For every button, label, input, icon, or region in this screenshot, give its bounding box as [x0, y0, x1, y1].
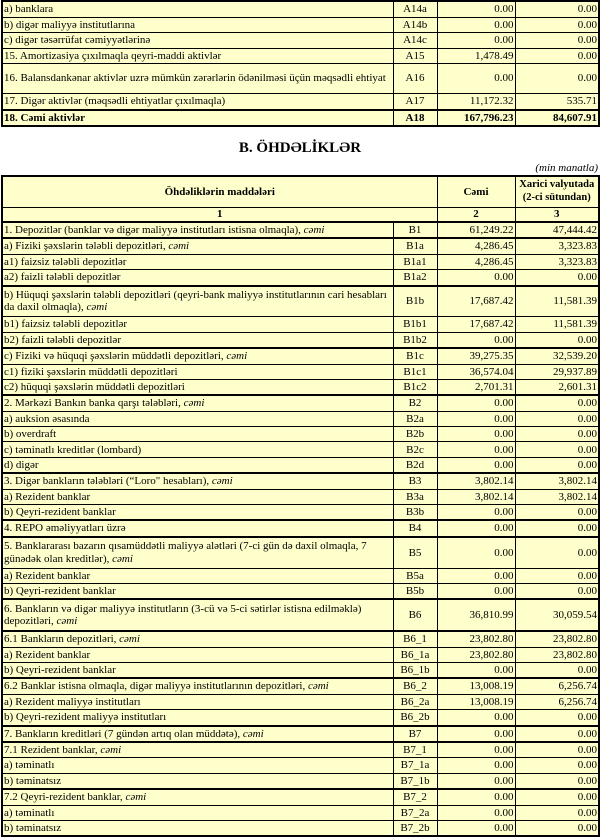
- item-label-cell: b2) faizli tələbli depozitlər: [2, 332, 393, 348]
- row-B5a: [2, 568, 599, 583]
- row-B6_2: [2, 678, 599, 694]
- row-B1a: [2, 238, 599, 254]
- code-cell: B2a: [393, 411, 437, 426]
- total-value-cell: 0.00: [437, 520, 515, 536]
- item-label-cell: 5. Banklararası bazarın qısamüddətli maliyyə alətləri (7-ci gün də daxil olmaqla, 7 günədək olan kreditlər), cəmi: [2, 537, 393, 568]
- total-value-cell: 0.00: [437, 17, 515, 33]
- code-cell: B2c: [393, 442, 437, 457]
- total-value-cell: 0.00: [437, 805, 515, 820]
- row-B7_2b: [2, 820, 599, 836]
- row-B3: [2, 473, 599, 489]
- fx-value-cell: 0.00: [515, 411, 599, 426]
- item-label-cell: a) Rezident maliyyə institutları: [2, 694, 393, 709]
- total-value-cell: 167,796.23: [437, 110, 515, 127]
- row-A17: [2, 94, 599, 110]
- code-cell: A14c: [393, 33, 437, 49]
- cami-italic-suffix: cəmi: [303, 224, 325, 237]
- total-value-cell: 0.00: [437, 742, 515, 758]
- cami-italic-suffix: cəmi: [226, 350, 248, 363]
- code-cell: B6_1a: [393, 647, 437, 662]
- item-label-cell: 16. Balansdankənar aktivlər uzrə mümkün zərərlərin ödənilməsi üçün məqsədli ehtiyat: [2, 64, 393, 94]
- total-value-cell: 0.00: [437, 758, 515, 773]
- fx-header-line2: (2-ci sütundan): [522, 192, 591, 203]
- total-value-cell: 0.00: [437, 64, 515, 94]
- total-value-cell: 11,172.32: [437, 94, 515, 110]
- fx-value-cell: 0.00: [515, 742, 599, 758]
- row-B1b2: [2, 332, 599, 348]
- item-label-cell: 7.2 Qeyri-rezident banklar, cəmi: [2, 789, 393, 805]
- row-B7_1b: [2, 773, 599, 789]
- row-A14a: [2, 1, 599, 17]
- total-value-cell: 3,802.14: [437, 473, 515, 489]
- code-cell: B2: [393, 395, 437, 411]
- row-A14b: [2, 17, 599, 33]
- code-cell: B7_2a: [393, 805, 437, 820]
- code-cell: A18: [393, 110, 437, 127]
- cami-italic-suffix: cəmi: [56, 615, 78, 628]
- row-A14c: [2, 33, 599, 49]
- item-label-cell: a) auksion əsasında: [2, 411, 393, 426]
- cami-italic-suffix: cəmi: [168, 240, 190, 253]
- fx-value-cell: 0.00: [515, 789, 599, 805]
- section-title: B. ÖHDƏLİKLƏR: [238, 140, 362, 156]
- row-B6_1: [2, 631, 599, 647]
- code-cell: B2d: [393, 457, 437, 473]
- assets-table-bottom: [1, 0, 600, 127]
- total-value-cell: 3,802.14: [437, 489, 515, 504]
- item-label-cell: 7. Bankların kreditləri (7 gündən artıq olan müddətə), cəmi: [2, 726, 393, 742]
- row-B1c: [2, 348, 599, 364]
- liabilities-table: [1, 175, 600, 837]
- row-B7_2: [2, 789, 599, 805]
- item-label-cell: 15. Amortizasiya çıxılmaqla qeyri-maddi aktivlər: [2, 48, 393, 64]
- item-label-cell: d) digər: [2, 457, 393, 473]
- row-B6_1a: [2, 647, 599, 662]
- item-label-cell: a) Rezident banklar: [2, 568, 393, 583]
- row-B3b: [2, 505, 599, 521]
- total-value-cell: 4,286.45: [437, 238, 515, 254]
- code-cell: B1b2: [393, 332, 437, 348]
- item-label-cell: a) Fiziki şəxslərin tələbli depozitləri, cəmi: [2, 238, 393, 254]
- item-label-cell: 18. Cəmi aktivlər: [2, 110, 393, 127]
- cami-italic-suffix: cəmi: [183, 397, 205, 410]
- fx-value-cell: 3,802.14: [515, 473, 599, 489]
- items-column-header: Öhdəliklərin maddələri: [2, 176, 437, 208]
- code-cell: B7_1: [393, 742, 437, 758]
- code-cell: B1c2: [393, 379, 437, 395]
- item-label-cell: 1. Depozitlər (banklar və digər maliyyə institutları istisna olmaqla), cəmi: [2, 222, 393, 238]
- fx-value-cell: 84,607.91: [515, 110, 599, 127]
- fx-value-cell: 6,256.74: [515, 694, 599, 709]
- row-B6_2a: [2, 694, 599, 709]
- item-label-cell: a1) faizsiz tələbli depozitlər: [2, 254, 393, 269]
- cami-italic-suffix: cəmi: [86, 301, 108, 314]
- code-cell: B3: [393, 473, 437, 489]
- fx-value-cell: 29,937.89: [515, 364, 599, 379]
- fx-value-cell: 0.00: [515, 442, 599, 457]
- row-B2c: [2, 442, 599, 457]
- fx-value-cell: 0.00: [515, 427, 599, 442]
- row-B7: [2, 726, 599, 742]
- item-label-cell: 6. Bankların və digər maliyyə institutların (3-cü və 5-ci sətirlər istisna edilməklə) depozitləri, cəmi: [2, 599, 393, 631]
- code-cell: B1a2: [393, 270, 437, 286]
- total-value-cell: 0.00: [437, 773, 515, 789]
- code-cell: B4: [393, 520, 437, 536]
- total-value-cell: 1,478.49: [437, 48, 515, 64]
- code-cell: B7_1a: [393, 758, 437, 773]
- fx-value-cell: 11,581.39: [515, 317, 599, 332]
- total-value-cell: 0.00: [437, 505, 515, 521]
- fx-value-cell: 0.00: [515, 568, 599, 583]
- code-cell: B1c1: [393, 364, 437, 379]
- row-B1b1: [2, 317, 599, 332]
- code-cell: B3a: [393, 489, 437, 504]
- fx-value-cell: 2,601.31: [515, 379, 599, 395]
- fx-value-cell: 0.00: [515, 64, 599, 94]
- code-cell: B6_2a: [393, 694, 437, 709]
- row-A16: [2, 64, 599, 94]
- item-label-cell: b) Hüquqi şəxslərin tələbli depozitləri (qeyri-bank maliyyə institutlarının cari hesabları da daxil olmaqla), cəmi: [2, 286, 393, 317]
- code-cell: B6_1b: [393, 662, 437, 678]
- fx-value-cell: 0.00: [515, 820, 599, 836]
- item-label-cell: c) Fiziki və hüquqi şəxslərin müddətli depozitləri, cəmi: [2, 348, 393, 364]
- code-cell: B3b: [393, 505, 437, 521]
- fx-value-cell: 0.00: [515, 1, 599, 17]
- item-label-cell: 4. REPO əməliyyatları üzrə: [2, 520, 393, 536]
- item-label-cell: 17. Digər aktivlər (məqsədli ehtiyatlar çıxılmaqla): [2, 94, 393, 110]
- total-value-cell: 0.00: [437, 1, 515, 17]
- column-number-2: 2: [437, 208, 515, 223]
- row-B6: [2, 599, 599, 631]
- cami-italic-suffix: cəmi: [307, 680, 329, 693]
- fx-value-cell: 0.00: [515, 33, 599, 49]
- item-label-cell: a) banklara: [2, 1, 393, 17]
- item-label-cell: 6.2 Banklar istisna olmaqla, digər maliyyə institutlarının depozitləri, cəmi: [2, 678, 393, 694]
- total-value-cell: 0.00: [437, 33, 515, 49]
- total-value-cell: 61,249.22: [437, 222, 515, 238]
- fx-value-cell: 23,802.80: [515, 647, 599, 662]
- item-label-cell: c) digər təsərrüfat cəmiyyətlərinə: [2, 33, 393, 49]
- total-value-cell: 36,810.99: [437, 599, 515, 631]
- total-value-cell: 13,008.19: [437, 678, 515, 694]
- item-label-cell: b) Qeyri-rezident banklar: [2, 505, 393, 521]
- code-cell: B7_2b: [393, 820, 437, 836]
- code-cell: B1b: [393, 286, 437, 317]
- fx-value-cell: 0.00: [515, 662, 599, 678]
- column-number-1: 1: [2, 208, 437, 223]
- item-label-cell: b) Qeyri-rezident banklar: [2, 662, 393, 678]
- fx-value-cell: 0.00: [515, 710, 599, 726]
- fx-value-cell: 0.00: [515, 520, 599, 536]
- item-label-cell: a) təminatlı: [2, 758, 393, 773]
- row-A15: [2, 48, 599, 64]
- total-value-cell: 0.00: [437, 662, 515, 678]
- row-B3a: [2, 489, 599, 504]
- total-value-cell: 0.00: [437, 457, 515, 473]
- row-B1c1: [2, 364, 599, 379]
- fx-value-cell: 0.00: [515, 17, 599, 33]
- item-label-cell: b) overdraft: [2, 427, 393, 442]
- total-value-cell: 36,574.04: [437, 364, 515, 379]
- code-cell: B1a1: [393, 254, 437, 269]
- fx-value-cell: 535.71: [515, 94, 599, 110]
- fx-value-cell: 0.00: [515, 805, 599, 820]
- fx-value-cell: 6,256.74: [515, 678, 599, 694]
- row-B2: [2, 395, 599, 411]
- item-label-cell: 2. Mərkəzi Bankın banka qarşı tələbləri, cəmi: [2, 395, 393, 411]
- total-value-cell: 0.00: [437, 537, 515, 568]
- fx-value-cell: 32,539.20: [515, 348, 599, 364]
- item-label-cell: a2) faizli tələbli depozitlər: [2, 270, 393, 286]
- item-label-cell: 6.1 Bankların depozitləri, cəmi: [2, 631, 393, 647]
- item-label-cell: 7.1 Rezident banklar, cəmi: [2, 742, 393, 758]
- total-value-cell: 0.00: [437, 395, 515, 411]
- code-cell: B6_2: [393, 678, 437, 694]
- code-cell: B6_1: [393, 631, 437, 647]
- fx-value-cell: 3,802.14: [515, 489, 599, 504]
- code-cell: A17: [393, 94, 437, 110]
- fx-value-cell: 0.00: [515, 773, 599, 789]
- fx-value-cell: 47,444.42: [515, 222, 599, 238]
- total-value-cell: 0.00: [437, 568, 515, 583]
- row-B7_2a: [2, 805, 599, 820]
- fx-header-line1: Xarici valyutada: [519, 179, 595, 191]
- code-cell: B7_2: [393, 789, 437, 805]
- fx-value-cell: 3,323.83: [515, 254, 599, 269]
- item-label-cell: a) Rezident banklar: [2, 489, 393, 504]
- item-label-cell: b1) faizsiz tələbli depozitlər: [2, 317, 393, 332]
- code-cell: A15: [393, 48, 437, 64]
- row-B1b: [2, 286, 599, 317]
- total-value-cell: 0.00: [437, 411, 515, 426]
- header-row: [2, 176, 599, 208]
- row-B2d: [2, 457, 599, 473]
- fx-value-cell: 11,581.39: [515, 286, 599, 317]
- cami-italic-suffix: cəmi: [242, 727, 264, 740]
- fx-value-cell: 0.00: [515, 584, 599, 600]
- cami-italic-suffix: cəmi: [119, 633, 140, 646]
- cami-italic-suffix: cəmi: [100, 743, 122, 756]
- total-value-cell: 23,802.80: [437, 631, 515, 647]
- code-cell: A14a: [393, 1, 437, 17]
- total-value-cell: 2,701.31: [437, 379, 515, 395]
- fx-value-cell: 0.00: [515, 758, 599, 773]
- code-cell: B6_2b: [393, 710, 437, 726]
- fx-value-cell: 0.00: [515, 457, 599, 473]
- total-column-header: Cəmi: [437, 176, 515, 208]
- column-number-3: 3: [515, 208, 599, 223]
- code-cell: B2b: [393, 427, 437, 442]
- row-B2a: [2, 411, 599, 426]
- total-value-cell: 39,275.35: [437, 348, 515, 364]
- code-cell: A14b: [393, 17, 437, 33]
- item-label-cell: b) Qeyri-rezident banklar: [2, 584, 393, 600]
- total-value-cell: 4,286.45: [437, 254, 515, 269]
- cami-italic-suffix: cəmi: [211, 475, 233, 488]
- total-value-cell: 0.00: [437, 332, 515, 348]
- total-value-cell: 17,687.42: [437, 286, 515, 317]
- code-cell: B1c: [393, 348, 437, 364]
- row-B4: [2, 520, 599, 536]
- fx-value-cell: 0.00: [515, 505, 599, 521]
- row-B1: [2, 222, 599, 238]
- row-B2b: [2, 427, 599, 442]
- total-value-cell: 0.00: [437, 710, 515, 726]
- fx-value-cell: 3,323.83: [515, 238, 599, 254]
- code-cell: B7_1b: [393, 773, 437, 789]
- row-B6_2b: [2, 710, 599, 726]
- fx-value-cell: 23,802.80: [515, 631, 599, 647]
- item-label-cell: b) təminatsız: [2, 820, 393, 836]
- fx-value-cell: 0.00: [515, 395, 599, 411]
- row-A18: [2, 110, 599, 127]
- total-value-cell: 13,008.19: [437, 694, 515, 709]
- row-B5b: [2, 584, 599, 600]
- item-label-cell: b) təminatsız: [2, 773, 393, 789]
- item-label-cell: c1) fiziki şəxslərin müddətli depozitləri: [2, 364, 393, 379]
- total-value-cell: 0.00: [437, 789, 515, 805]
- code-cell: B1b1: [393, 317, 437, 332]
- code-cell: B1: [393, 222, 437, 238]
- total-value-cell: 0.00: [437, 820, 515, 836]
- fx-value-cell: 0.00: [515, 537, 599, 568]
- code-cell: B1a: [393, 238, 437, 254]
- total-value-cell: 0.00: [437, 442, 515, 457]
- item-label-cell: b) Qeyri-rezident maliyyə institutları: [2, 710, 393, 726]
- item-label-cell: a) təminatlı: [2, 805, 393, 820]
- row-B1c2: [2, 379, 599, 395]
- code-cell: B6: [393, 599, 437, 631]
- fx-value-cell: 0.00: [515, 48, 599, 64]
- item-label-cell: 3. Digər bankların tələbləri (“Loro" hesabları), cəmi: [2, 473, 393, 489]
- total-value-cell: 0.00: [437, 726, 515, 742]
- row-B1a2: [2, 270, 599, 286]
- row-B7_1a: [2, 758, 599, 773]
- fx-value-cell: 0.00: [515, 332, 599, 348]
- total-value-cell: 0.00: [437, 584, 515, 600]
- total-value-cell: 0.00: [437, 427, 515, 442]
- cami-italic-suffix: cəmi: [112, 552, 133, 565]
- row-B5: [2, 537, 599, 568]
- row-B6_1b: [2, 662, 599, 678]
- item-label-cell: a) Rezident banklar: [2, 647, 393, 662]
- row-B7_1: [2, 742, 599, 758]
- item-label-cell: c) təminatlı kreditlər (lombard): [2, 442, 393, 457]
- total-value-cell: 0.00: [437, 270, 515, 286]
- code-cell: A16: [393, 64, 437, 94]
- fx-value-cell: 0.00: [515, 270, 599, 286]
- item-label-cell: b) digər maliyyə institutlarına: [2, 17, 393, 33]
- fx-value-cell: 0.00: [515, 726, 599, 742]
- code-cell: B5: [393, 537, 437, 568]
- unit-note: (min manatla): [535, 162, 598, 174]
- item-label-cell: c2) hüquqi şəxslərin müddətli depozitləri: [2, 379, 393, 395]
- fx-column-header: [515, 176, 599, 208]
- fx-value-cell: 30,059.54: [515, 599, 599, 631]
- total-value-cell: 17,687.42: [437, 317, 515, 332]
- code-cell: B5b: [393, 584, 437, 600]
- cami-italic-suffix: cəmi: [125, 791, 147, 804]
- code-cell: B5a: [393, 568, 437, 583]
- code-cell: B7: [393, 726, 437, 742]
- row-B1a1: [2, 254, 599, 269]
- column-numbers-row: [2, 208, 599, 223]
- total-value-cell: 23,802.80: [437, 647, 515, 662]
